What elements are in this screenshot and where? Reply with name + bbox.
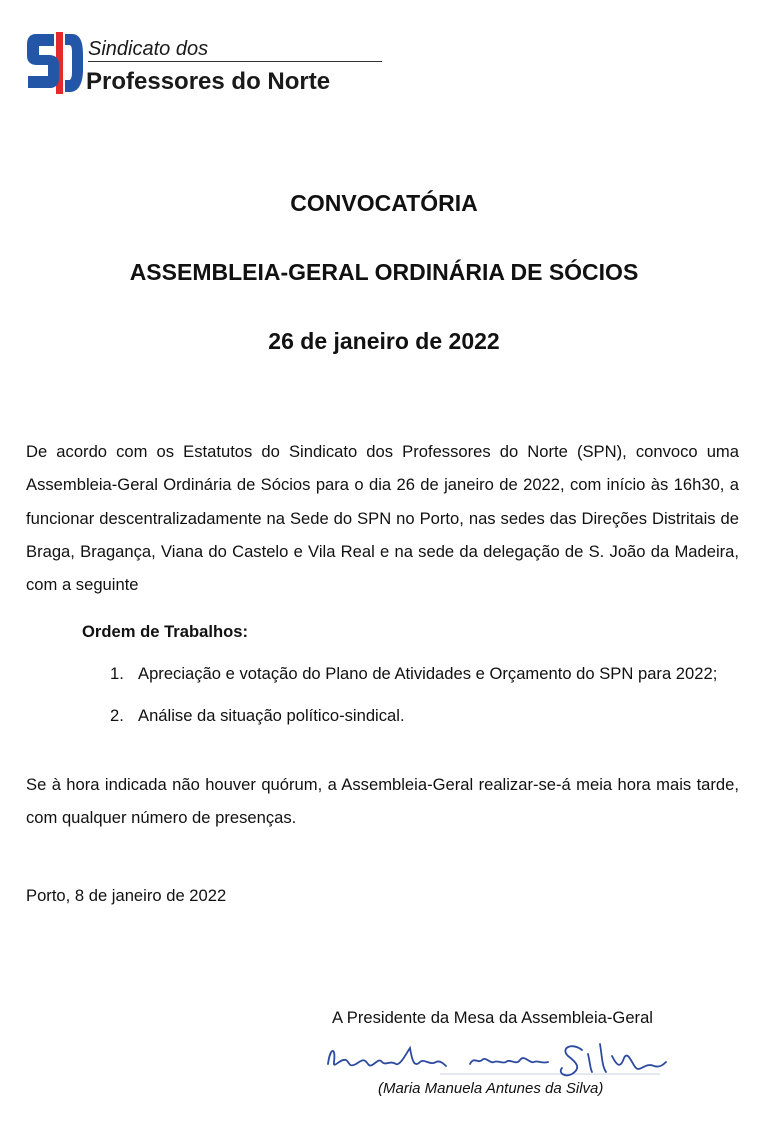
intro-paragraph: De acordo com os Estatutos do Sindicato dos Professores do Norte (SPN), convoco uma Assembleia-Geral Ordinária de Sócios para o dia 26 de janeiro de 2022, com início às 16h30, a funcionar descentralizadamente na Sede do SPN no Porto, nas sedes das Direções Distritais de Braga, Bragança, Viana do Castelo e Vila Real e na sede da delegação de S. João da Madeira, com a seguinte [26, 442, 739, 595]
agenda-title: Ordem de Trabalhos: [82, 622, 248, 641]
org-logo [26, 30, 386, 98]
signatory-title: A Presidente da Mesa da Assembleia-Geral [332, 1008, 653, 1027]
logo-divider [88, 61, 382, 62]
quorum-paragraph: Se à hora indicada não houver quórum, a Assembleia-Geral realizar-se-á meia hora mais tarde, com qualquer número de presenças. [26, 775, 739, 828]
agenda-item-number: 1. [110, 664, 124, 683]
document-subtitle: ASSEMBLEIA-GERAL ORDINÁRIA DE SÓCIOS [129, 259, 639, 285]
agenda-list [110, 660, 717, 744]
meeting-date: 26 de janeiro de 2022 [268, 328, 500, 354]
spn-logo-icon [26, 30, 84, 96]
document-title: CONVOCATÓRIA [290, 190, 478, 216]
handwritten-signature [320, 1034, 670, 1082]
agenda-item [110, 702, 717, 744]
org-name-line2: Professores do Norte [86, 68, 331, 95]
signatory-name: (Maria Manuela Antunes da Silva) [378, 1080, 604, 1097]
agenda-item-number: 2. [110, 706, 124, 725]
agenda-item [110, 660, 717, 702]
org-name-line1: Sindicato dos [88, 38, 209, 60]
place-date: Porto, 8 de janeiro de 2022 [26, 886, 227, 905]
agenda-item-text: Apreciação e votação do Plano de Atividades e Orçamento do SPN para 2022; [138, 664, 718, 683]
agenda-item-text: Análise da situação político-sindical. [138, 706, 405, 725]
